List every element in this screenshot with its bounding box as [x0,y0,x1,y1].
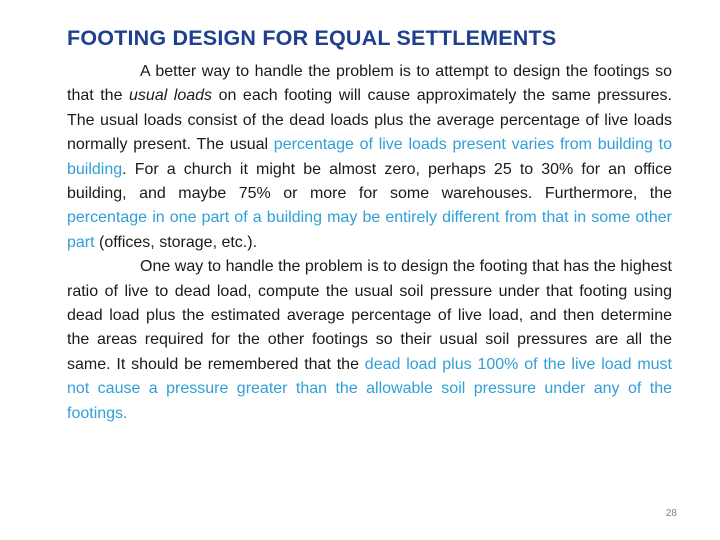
paragraph-1 [67,60,672,255]
highlight-building-part-difference: percentage in one part of a building may be entirely different from that in some other part [67,209,672,251]
paragraph-1-text-d: (offices, storage, etc.). [94,233,258,251]
usual-loads-emphasis: usual loads [129,87,213,105]
paragraph-1-text-c: . For a church it might be almost zero, perhaps 25 to 30% for an office building, and maybe 75% or more for some warehouses. Furthermore, the [67,160,672,203]
paragraph-1-text-b: on each footing will cause approximately the same pressures. The usual loads consist of the dead loads plus the average percentage of live loads normally present. The usual [67,87,672,154]
slide-title: FOOTING DESIGN FOR EQUAL SETTLEMENTS [67,26,557,50]
paragraph-2 [67,255,672,426]
paragraph-1-text-a: A better way to handle the problem is to attempt to design the footings so that the [67,63,672,105]
page-number: 28 [665,508,677,519]
paragraph-2-text-a: One way to handle the problem is to design the footing that has the highest ratio of live to dead load, compute the usual soil pressure under that footing using dead load plus the estimated average percentage of live load, and then determine the areas required for the other footings so their usual soil pressures are all the same. It should be remembered that the [67,258,672,373]
slide-body [67,60,672,426]
highlight-allowable-pressure-rule: dead load plus 100% of the live load must not cause a pressure greater than the allowable soil pressure under any of the footings. [67,355,673,422]
highlight-live-load-variation: percentage of live loads present varies from building to building [67,136,672,178]
